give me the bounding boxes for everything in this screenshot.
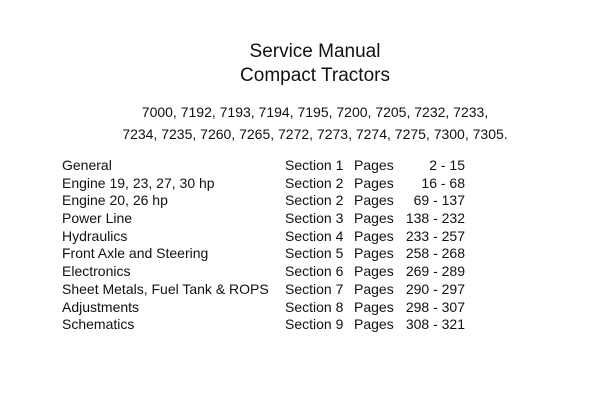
toc-section-number: Section 9 <box>285 316 344 333</box>
toc-entry-name: Schematics <box>62 316 135 333</box>
toc-entry-name: Hydraulics <box>62 227 128 244</box>
toc-page-range: 233 - 257 <box>405 227 465 244</box>
toc-page-range: 290 - 297 <box>405 280 465 297</box>
toc-entry-name: Front Axle and Steering <box>62 245 209 262</box>
toc-pages-label: Pages <box>354 157 394 173</box>
toc-entry-name: Electronics <box>62 263 131 280</box>
toc-page-range: 269 - 289 <box>405 263 465 280</box>
toc-row <box>62 263 542 281</box>
toc-row <box>62 245 542 263</box>
table-of-contents <box>62 157 542 334</box>
model-list-line: 7234, 7235, 7260, 7265, 7272, 7273, 7274, 7275, 7300, 7305. <box>122 126 508 142</box>
toc-page-range: 138 - 232 <box>405 210 465 227</box>
toc-page-range: 2 - 15 <box>429 157 465 173</box>
toc-entry-name: Sheet Metals, Fuel Tank & ROPS <box>62 280 269 297</box>
toc-section-number: Section 2 <box>285 174 344 191</box>
toc-page-range: 16 - 68 <box>421 174 465 191</box>
toc-row <box>62 316 542 334</box>
toc-row <box>62 281 542 299</box>
toc-row <box>62 228 542 246</box>
manual-subtitle: Compact Tractors <box>240 65 390 86</box>
toc-entry-name: Adjustments <box>62 298 140 315</box>
toc-page-range: 69 - 137 <box>413 192 465 209</box>
toc-row <box>62 299 542 317</box>
toc-row <box>62 157 542 175</box>
model-list <box>0 101 600 145</box>
toc-pages-label: Pages <box>354 174 394 191</box>
toc-row <box>62 175 542 193</box>
toc-section-number: Section 3 <box>285 210 344 227</box>
toc-section-number: Section 6 <box>285 263 344 280</box>
toc-page-range: 258 - 268 <box>405 245 465 262</box>
toc-section-number: Section 1 <box>285 157 344 173</box>
toc-entry-name: Engine 20, 26 hp <box>62 192 168 209</box>
model-list-line: 7000, 7192, 7193, 7194, 7195, 7200, 7205, 7232, 7233, <box>141 104 489 120</box>
toc-page-range: 308 - 321 <box>405 316 465 333</box>
toc-pages-label: Pages <box>354 210 394 227</box>
toc-pages-label: Pages <box>354 298 394 315</box>
toc-pages-label: Pages <box>354 192 394 209</box>
toc-section-number: Section 8 <box>285 298 344 315</box>
toc-row <box>62 192 542 210</box>
toc-section-number: Section 7 <box>285 280 344 297</box>
toc-page-range: 298 - 307 <box>405 298 465 315</box>
toc-pages-label: Pages <box>354 263 394 280</box>
manual-title: Service Manual <box>249 41 381 62</box>
toc-section-number: Section 2 <box>285 192 344 209</box>
toc-pages-label: Pages <box>354 280 394 297</box>
toc-entry-name: General <box>62 157 112 173</box>
toc-pages-label: Pages <box>354 227 394 244</box>
toc-row <box>62 210 542 228</box>
toc-section-number: Section 4 <box>285 227 344 244</box>
toc-section-number: Section 5 <box>285 245 344 262</box>
toc-pages-label: Pages <box>354 245 394 262</box>
toc-entry-name: Power Line <box>62 210 133 227</box>
toc-pages-label: Pages <box>354 316 394 333</box>
toc-entry-name: Engine 19, 23, 27, 30 hp <box>62 174 215 191</box>
